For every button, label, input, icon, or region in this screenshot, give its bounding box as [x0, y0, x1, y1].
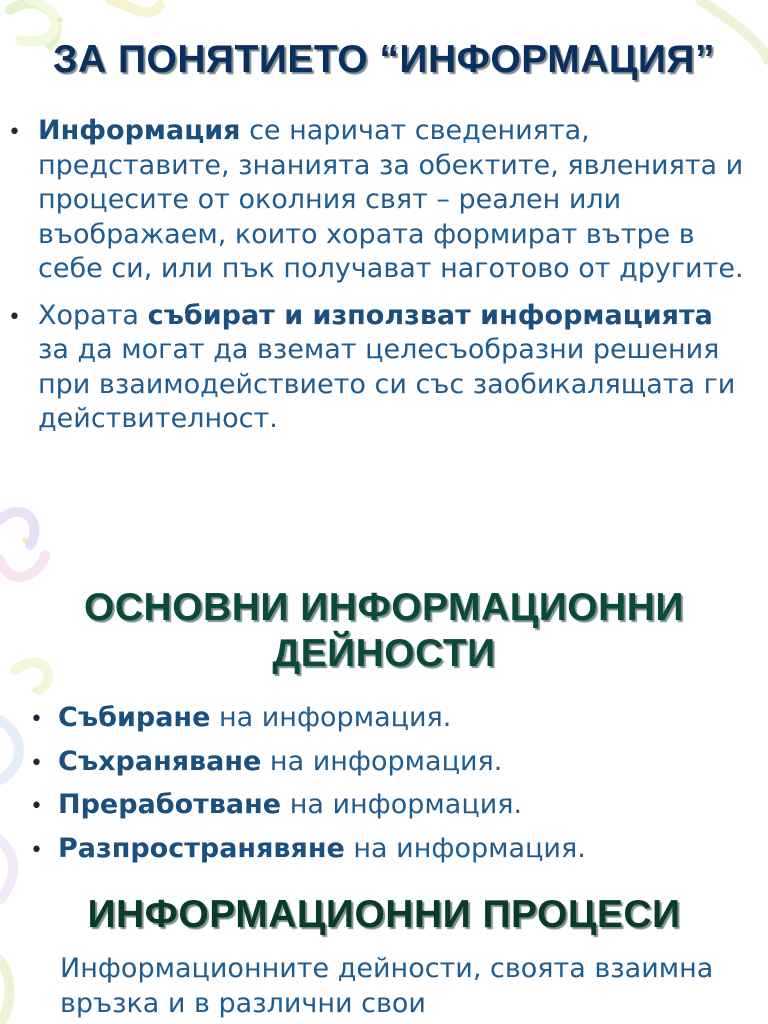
- list-item: [30, 832, 738, 876]
- bold-term: Събиране: [58, 702, 211, 733]
- bullet-icon: •: [30, 707, 43, 732]
- list-item: [30, 701, 738, 745]
- bold-term: Съхраняване: [58, 745, 262, 777]
- bullet-icon: •: [30, 750, 43, 776]
- section1-title: ЗА ПОНЯТИЕТО “ИНФОРМАЦИЯ”: [53, 38, 715, 81]
- bold-term: събират и използват информацията: [147, 299, 713, 331]
- section3-title: ИНФОРМАЦИОННИ ПРОЦЕСИ: [87, 893, 681, 936]
- item-text: се наричат сведенията, представите, знанията за обектите, явленията и процесите от околния свят – реален или въображаем, които хората формират вътре в себе си, или пък получават наготово от другите.: [38, 115, 744, 284]
- list-item: [8, 299, 750, 437]
- definition-list: [8, 114, 750, 449]
- item-text: на информация.: [210, 702, 452, 733]
- activities-list: [30, 701, 738, 875]
- item-text: на информация.: [344, 832, 586, 864]
- list-item: [8, 114, 750, 287]
- section2-title-line1: ОСНОВНИ ИНФОРМАЦИОННИ: [84, 586, 684, 629]
- bullet-icon: •: [8, 304, 21, 330]
- bullet-icon: •: [30, 837, 43, 863]
- section3-text: Информационните дейности, своята взаимна връзка и в различни свои: [60, 953, 714, 1019]
- item-text: на информация.: [261, 745, 503, 777]
- list-item: [30, 745, 738, 789]
- item-text: Хората: [38, 299, 148, 331]
- list-item: [30, 788, 738, 832]
- bold-term: Разпространявяне: [58, 832, 345, 864]
- section2-title-line2: ДЕЙНОСТИ: [272, 632, 496, 675]
- bold-term: Информация: [38, 115, 241, 146]
- item-text: за да могат да вземат целесъобразни решения при взаимодействието си със заобикалящата ги действителност.: [38, 334, 736, 434]
- item-text: на информация.: [281, 789, 523, 820]
- bullet-icon: •: [30, 794, 43, 819]
- section2-title: [0, 585, 768, 677]
- bold-term: Преработване: [58, 789, 282, 820]
- bullet-icon: •: [8, 120, 21, 145]
